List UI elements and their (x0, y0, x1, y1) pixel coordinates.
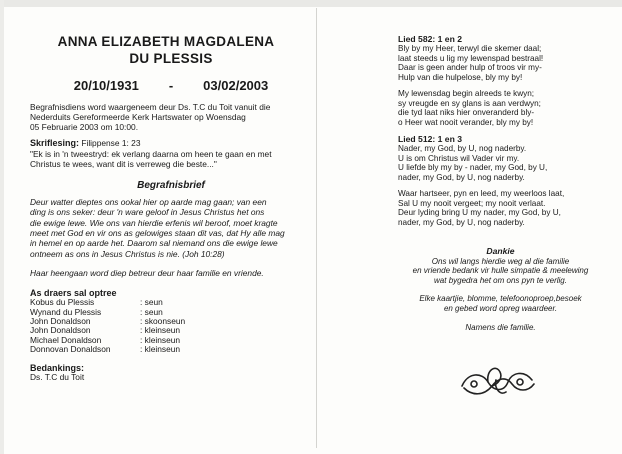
obituary-line: ontneem as ons in Jesus Christus is nie. (Joh 10:28) (30, 248, 225, 259)
scripture-reference: Filippense 1: 23 (81, 137, 141, 148)
verse-line: Bly by my Heer, terwyl die skemer daal; (398, 44, 542, 53)
obituary-line: die ewige lewe. Wie ons van hierdie erfenis wil beroof, moet kragte (30, 217, 278, 228)
verse-line: Deur lyding bring U my nader, my God, by U, (398, 208, 561, 217)
verse-line: Hulp van die hulpelose, bly my by! (398, 72, 523, 82)
quote-line: "Ek is in 'n tweestryd: ek verlang daarna om heen te gaan en met (30, 148, 272, 159)
verse-line: o Heer wat nooit verander, bly my by! (398, 117, 534, 127)
fold-divider (316, 8, 317, 448)
hymn1-verse2 (398, 89, 603, 127)
right-panel (398, 34, 603, 332)
left-panel (30, 34, 312, 382)
bearer-relation: : kleinseun (140, 325, 181, 336)
verse-line: My lewensdag begin alreeds te kwyn; (398, 89, 535, 98)
hymn2-verse1 (398, 144, 603, 182)
bearer-name: Wynand du Plessis (30, 306, 102, 317)
verse-line: Daar is geen ander hulp of troos vir my- (398, 63, 542, 72)
acknowledgement-sign: Namens die familie. (465, 322, 536, 332)
obituary-line: in hemel en op aarde het. Daarom sal niemand ons die ewige lewe (30, 238, 278, 249)
deceased-name-line2: DU PLESSIS (129, 51, 213, 66)
bearer-row (30, 345, 185, 354)
acknowledgement (398, 247, 603, 332)
thanks-minister: Ds. T.C du Toit (30, 371, 85, 382)
verse-line: nader, my God, by U, nog naderby. (398, 172, 525, 182)
verse-line: U liefde bly my by - nader, my God, by U, (398, 163, 548, 172)
acknowledgement-line: Elke kaartjie, blomme, telefoonoproep,besoek (419, 294, 582, 304)
verse-line: die tyd laat niks hier onveranderd bly- (398, 108, 535, 117)
scripture (30, 138, 312, 148)
acknowledgement-line: wat bygedra het om ons pyn te verlig. (434, 275, 567, 285)
ornament-icon (458, 362, 538, 400)
scan-edge-top (0, 0, 622, 7)
bearer-name: John Donaldson (30, 325, 91, 336)
funeral-line: Nederduits Gereformeerde Kerk Hartswater op Woensdag (30, 112, 246, 123)
obituary-closing: Haar heengaan word diep betreur deur haar familie en vriende. (30, 268, 264, 279)
scripture-label: Skriflesing: (30, 137, 80, 148)
obituary-line: ding is ons seker: deur 'n ware geloof in Jesus Christus het ons (30, 207, 265, 218)
scan-edge-left (0, 0, 4, 454)
funeral-notice (30, 102, 312, 133)
date-separator: - (168, 78, 174, 93)
verse-line: nader, my God, by U, nog naderby. (398, 217, 525, 227)
obituary-title: Begrafnisbrief (137, 179, 205, 191)
funeral-line: 05 Februarie 2003 om 10:00. (30, 122, 139, 133)
bearers-title: As draers sal optree (30, 288, 117, 299)
bearer-name: John Donaldson (30, 316, 91, 327)
thanks-label: Bedankings: (30, 362, 85, 373)
hymn1-title: Lied 582: 1 en 2 (398, 34, 463, 44)
bearer-name: Kobus du Plessis (30, 297, 95, 308)
bearer-relation: : seun (140, 297, 163, 308)
hymn2-verse2 (398, 189, 603, 227)
deceased-name-line1: ANNA ELIZABETH MAGDALENA (57, 34, 275, 49)
acknowledgement-line: Ons wil langs hierdie weg al die familie (431, 256, 570, 266)
bearer-relation: : kleinseun (140, 344, 181, 355)
bearers-table (30, 298, 185, 354)
obituary-line: Deur watter dieptes ons ookal hier op aarde mag gaan; van een (30, 196, 267, 207)
verse-line: sy vreugde en sy glans is aan verdwyn; (398, 98, 541, 108)
life-dates (30, 78, 312, 93)
bearer-relation: : seun (140, 306, 163, 317)
acknowledgement-title: Dankie (486, 246, 515, 256)
death-date: 03/02/2003 (203, 78, 269, 93)
acknowledgement-line: en vriende bedank vir hulle simpatie & meelewing (412, 266, 589, 276)
verse-line: Waar hartseer, pyn en leed, my weerloos laat, (398, 189, 565, 198)
bearer-name: Michael Donaldson (30, 334, 102, 345)
obituary-text (30, 197, 312, 259)
birth-date: 20/10/1931 (73, 78, 139, 93)
verse-line: laat steeds u lig my lewenspad bestraal! (398, 53, 544, 63)
bearer-relation: : skoonseun (140, 316, 186, 327)
obituary-line: meet met God en vir ons as gelowiges staan dit vas, dat Hy alle mag (30, 228, 285, 239)
scripture-quote (30, 149, 312, 169)
bearer-name: Donnovan Donaldson (30, 344, 111, 355)
verse-line: Sal U my nooit vergeet; my nooit verlaat. (398, 198, 546, 208)
hymn1-verse1 (398, 44, 603, 82)
verse-line: U is om Christus wil Vader vir my. (398, 153, 520, 163)
quote-line: Christus te wees, want dit is verreweg die beste..." (30, 158, 217, 169)
bearer-relation: : kleinseun (140, 334, 181, 345)
verse-line: Nader, my God, by U, nog naderby. (398, 144, 527, 153)
funeral-line: Begrafnisdiens word waargeneem deur Ds. T.C du Toit vanuit die (30, 102, 271, 112)
acknowledgement-line: en gebed word opreg waardeer. (443, 303, 558, 313)
hymn2-title: Lied 512: 1 en 3 (398, 134, 463, 144)
